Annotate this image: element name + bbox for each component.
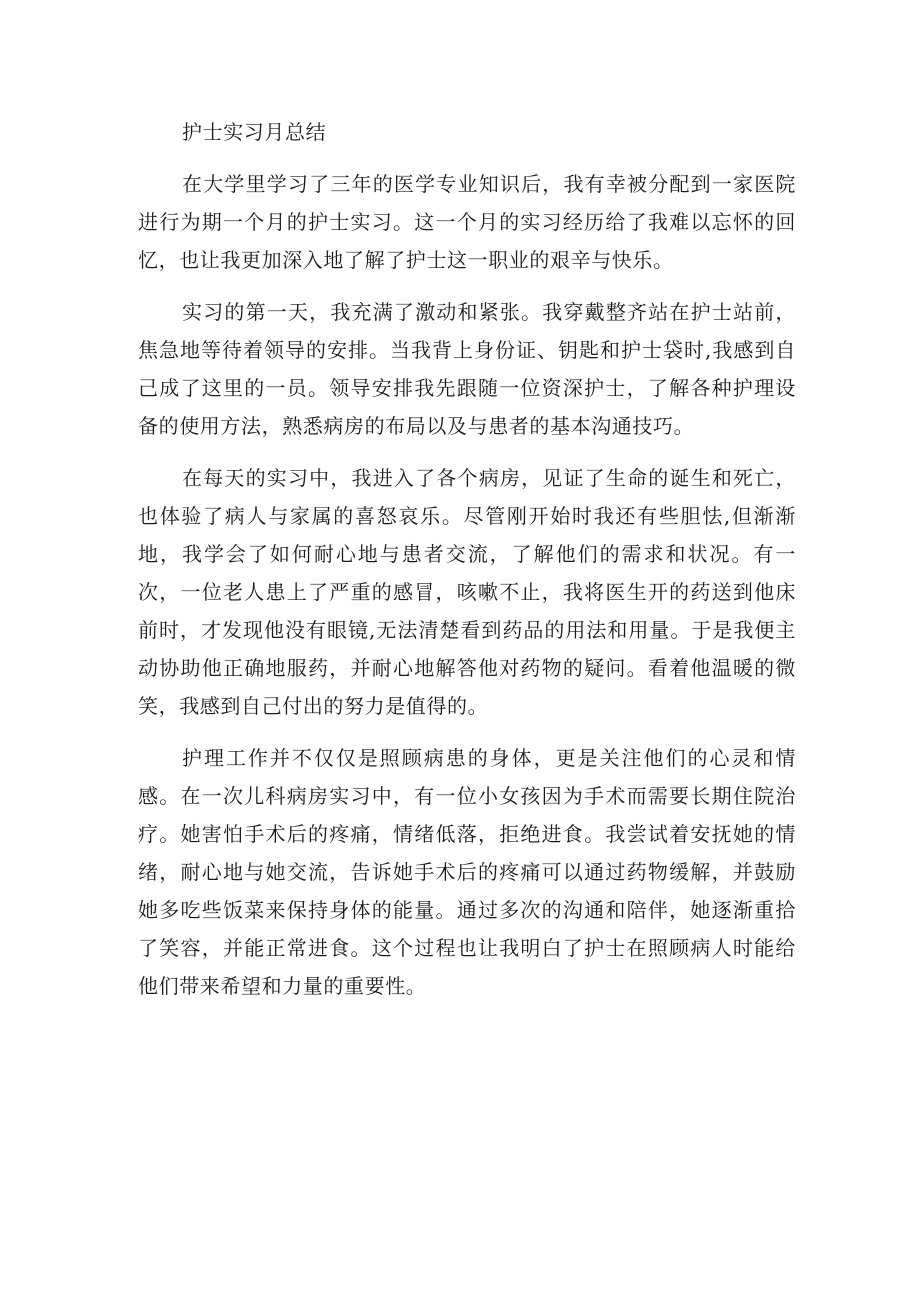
- document-title: 护士实习月总结: [182, 120, 327, 144]
- paragraph-first-day: 实习的第一天，我充满了激动和紧张。我穿戴整齐站在护士站前，焦急地等待着领导的安排。当我背上身份证、钥匙和护士袋时,我感到自己成了这里的一员。领导安排我先跟随一位资深护士，了解各种护理设备的使用方法，熟悉病房的布局以及与患者的基本沟通技巧。: [138, 300, 796, 438]
- paragraph-intro: 在大学里学习了三年的医学专业知识后，我有幸被分配到一家医院进行为期一个月的护士实习。这一个月的实习经历给了我难以忘怀的回忆，也让我更加深入地了解了护士这一职业的艰辛与快乐。: [138, 172, 796, 272]
- document-body: [138, 113, 796, 1019]
- paragraph-emotional-care: 护理工作并不仅仅是照顾病患的身体，更是关注他们的心灵和情感。在一次儿科病房实习中，有一位小女孩因为手术而需要长期住院治疗。她害怕手术后的疼痛，情绪低落，拒绝进食。我尝试着安抚她的情绪，耐心地与她交流，告诉她手术后的疼痛可以通过药物缓解，并鼓励她多吃些饭菜来保持身体的能量。通过多次的沟通和陪伴，她逐渐重拾了笑容，并能正常进食。这个过程也让我明白了护士在照顾病人时能给他们带来希望和力量的重要性。: [138, 746, 796, 998]
- paragraph-daily-practice: 在每天的实习中，我进入了各个病房，见证了生命的诞生和死亡，也体验了病人与家属的喜怒哀乐。尽管刚开始时我还有些胆怯,但渐渐地，我学会了如何耐心地与患者交流，了解他们的需求和状况。有一次，一位老人患上了严重的感冒，咳嗽不止，我将医生开的药送到他床前时，才发现他没有眼镜,无法清楚看到药品的用法和用量。于是我便主动协助他正确地服药，并耐心地解答他对药物的疑问。看着他温暖的微笑，我感到自己付出的努力是值得的。: [138, 466, 796, 718]
